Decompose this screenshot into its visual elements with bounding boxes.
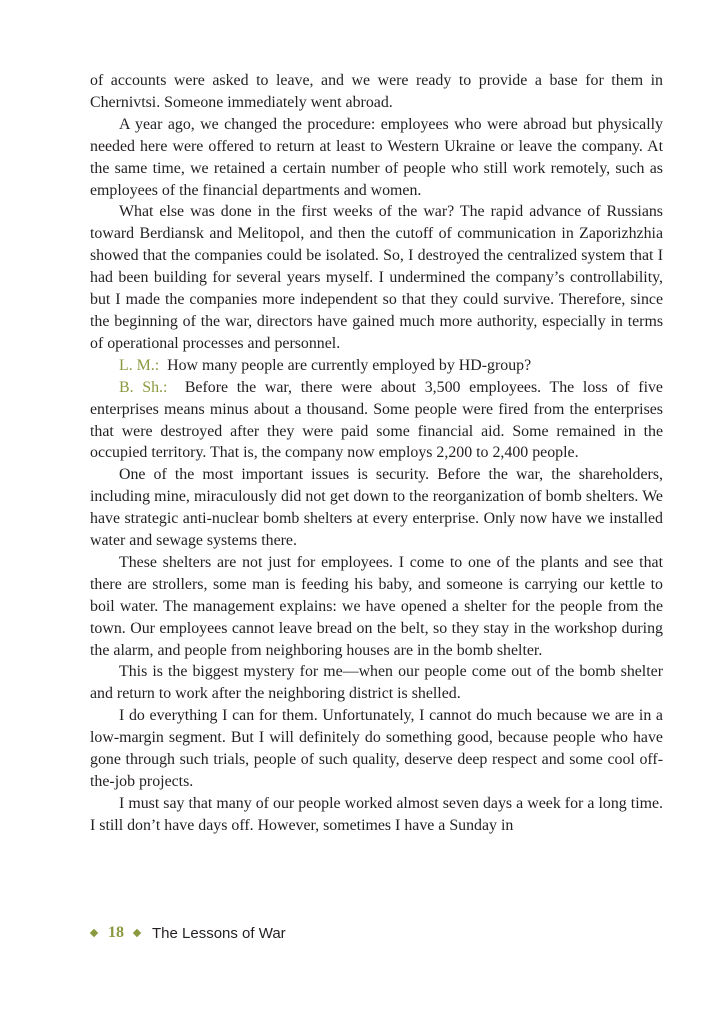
interview-question bbox=[90, 355, 663, 377]
paragraph: I must say that many of our people worked almost seven days a week for a long time. I still don’t have days off. However, sometimes I have a Sunday in bbox=[90, 794, 663, 834]
page-number: 18 bbox=[108, 924, 124, 941]
speaker-label-bsh: B. Sh.: bbox=[119, 378, 168, 396]
paragraph: These shelters are not just for employees. I come to one of the plants and see that there are strollers, some man is feeding his baby, and someone is carrying our kettle to boil water. The management explains: we have opened a shelter for the people from the town. Our employees cannot leave bread on the belt, so they stay in the workshop during the alarm, and people from neighboring houses are in the bomb shelter. bbox=[90, 553, 663, 659]
paragraph-continued: of accounts were asked to leave, and we were ready to provide a base for them in Chernivtsi. Someone immediately went abroad. bbox=[90, 72, 663, 111]
paragraph: This is the biggest mystery for me—when our people come out of the bomb shelter and return to work after the neighboring district is shelled. bbox=[90, 663, 663, 703]
paragraph: What else was done in the first weeks of the war? The rapid advance of Russians toward Berdiansk and Melitopol, and then the cutoff of communication in Zaporizhzhia showed that the companies could be isolated. So, I destroyed the centralized system that I had been building for several years myself. I undermined the company’s controllability, but I made the companies more independent so that they could survive. Therefore, since the beginning of the war, directors have gained much more authority, especially in terms of operational processes and personnel. bbox=[90, 203, 663, 352]
diamond-ornament-icon bbox=[133, 929, 141, 937]
interview-answer bbox=[90, 377, 663, 465]
paragraph: One of the most important issues is security. Before the war, the shareholders, including mine, miraculously did not get down to the reorganization of bomb shelters. We have strategic anti-nuclear bomb shelters at every enterprise. Only now have we installed water and sewage systems there. bbox=[90, 466, 663, 550]
diamond-ornament-icon bbox=[90, 929, 98, 937]
paragraph: A year ago, we changed the procedure: employees who were abroad but physically needed here were offered to return at least to Western Ukraine or leave the company. At the same time, we retained a certain number of people who still work remotely, such as employees of the financial departments and women. bbox=[90, 115, 663, 199]
speaker-label-lm: L. M.: bbox=[119, 356, 160, 374]
page-footer bbox=[91, 922, 286, 944]
running-title: The Lessons of War bbox=[152, 924, 286, 942]
question-text: How many people are currently employed by HD-group? bbox=[167, 356, 532, 374]
answer-text: Before the war, there were about 3,500 employees. The loss of five enterprises means minus about a thousand. Some people were fired from the enterprises that were destroyed after they were paid some financial aid. Some remained in the occupied territory. That is, the company now employs 2,200 to 2,400 people. bbox=[90, 378, 663, 462]
body-text bbox=[90, 70, 663, 837]
paragraph: I do everything I can for them. Unfortunately, I cannot do much because we are in a low-margin segment. But I will definitely do something good, because people who have gone through such trials, people of such quality, deserve deep respect and some cool off-the-job projects. bbox=[90, 707, 663, 790]
